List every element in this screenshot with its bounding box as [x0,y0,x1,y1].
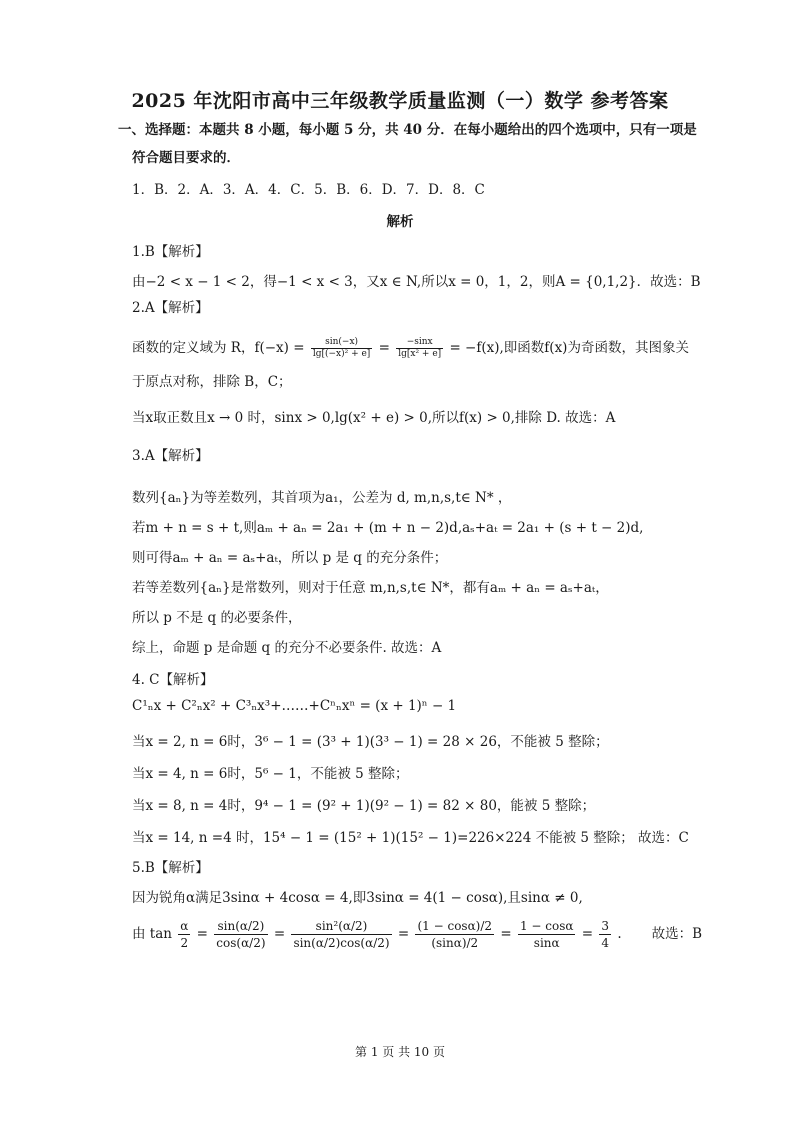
section1-heading-line2: 符合题目要求的． [132,150,240,166]
q2-line3: 当x取正数且x → 0 时，sinx > 0,lg(x² + e) > 0,所以f(x) > 0,排除 D. 故选：A [132,410,616,426]
q3-line5: 所以 p 不是 q 的必要条件， [132,610,302,626]
equals-sign: = [500,926,512,942]
q5-f3-num: sin²(α/2) [291,918,391,935]
q5-fraction-4 [415,918,494,951]
q5-fraction-2 [214,918,267,951]
q4-label: 4. C【解析】 [132,672,214,688]
q4-line2: 当x = 2, n = 6时，3⁶ − 1 = (3³ + 1)(3³ − 1) = 28 × 26，不能被 5 整除； [132,734,609,750]
q5-f4-num: (1 − cosα)/2 [417,919,493,933]
q4-line3: 当x = 4, n = 6时，5⁶ − 1，不能被 5 整除； [132,766,409,782]
q5-f5-den: sinα [533,936,560,950]
equals-sign: = [397,926,410,942]
q5-f1-den: 2 [180,936,189,950]
q2-frac2-den: lg[x² + e] [398,349,442,359]
answer-key: 1．B．2．A．3．A．4．C．5．B．6．D．7．D．8．C [132,182,485,198]
q4-line1: C¹ₙx + C²ₙx² + C³ₙx³+……+Cⁿₙxⁿ = (x + 1)ⁿ − 1 [132,698,457,714]
page-footer: 第 1 页 共 10 页 [355,1045,445,1059]
q2-frac2-num: −sinx [396,337,443,349]
q3-line1: 数列{aₙ}为等差数列，其首项为a₁，公差为 d, m,n,s,t∈ N* ， [132,490,512,506]
q2-fraction-1 [311,337,373,360]
q5-f6-num: 3 [601,919,610,933]
q4-line4: 当x = 8, n = 4时，9⁴ − 1 = (9² + 1)(9² − 1) = 82 × 80，能被 5 整除； [132,798,596,814]
q1-label: 1.B【解析】 [132,244,209,260]
q5-line2 [132,918,702,951]
equals-sign: = [273,926,286,942]
q2-fraction-2 [396,337,443,360]
equals-sign: = [581,926,594,942]
equals-sign: = [378,340,390,356]
q5-f6-den: 4 [601,936,610,950]
q5-fraction-5 [518,918,576,951]
q5-line1: 因为锐角α满足3sinα + 4cosα = 4,即3sinα = 4(1 − cosα),且sinα ≠ 0, [132,890,583,906]
q2-frac1-den: lg[(−x)² + e] [312,349,371,359]
q3-line6: 综上，命题 p 是命题 q 的充分不必要条件. 故选：A [132,640,442,656]
q3-line3: 则可得aₘ + aₙ = aₛ+aₜ，所以 p 是 q 的充分条件； [132,550,448,566]
q2-line2: 于原点对称，排除 B，C； [132,374,292,390]
q2-line1 [132,336,689,360]
q3-line2: 若m + n = s + t,则aₘ + aₙ = 2a₁ + (m + n − 2)d,aₛ+aₜ = 2a₁ + (s + t − 2)d, [132,520,644,536]
q2-line1-b: = −f(x),即函数f(x)为奇函数，其图象关 [449,340,689,356]
q1-text: 由−2 < x − 1 < 2，得−1 < x < 3，又x ∈ N,所以x = 0，1，2，则A = {0,1,2}．故选：B [132,274,701,290]
page-title: 2025 年沈阳市高中三年级教学质量监测（一）数学 参考答案 [131,90,669,112]
q5-f4-den: (sinα)/2 [431,936,479,950]
q2-label: 2.A【解析】 [132,300,209,316]
q2-frac1-num: sin(−x) [311,337,373,349]
q5-label: 5.B【解析】 [132,860,209,876]
section1-heading-line1: 一、选择题：本题共 8 小题，每小题 5 分，共 40 分．在每小题给出的四个选项中，只有一项是 [118,122,697,138]
q2-line1-a: 函数的定义域为 R，f(−x) = [132,340,305,356]
q5-f2-num: sin(α/2) [214,918,267,935]
q5-f5-num: 1 − cosα [519,919,574,933]
period: . [617,926,648,942]
q5-f3-den: sin(α/2)cos(α/2) [293,936,390,950]
tan-label: tan [149,926,172,942]
q5-fraction-3 [291,918,391,951]
q3-line4: 若等差数列{aₙ}是常数列，则对于任意 m,n,s,t∈ N*，都有aₘ + aₙ = aₛ+aₜ， [132,580,609,596]
q5-fraction-1 [178,918,190,951]
q3-label: 3.A【解析】 [132,448,209,464]
q5-prefix: 由 [132,926,146,942]
q5-f2-den: cos(α/2) [216,936,266,950]
q5-f1-num: α [180,919,189,933]
q5-fraction-6 [599,918,611,951]
analysis-heading: 解析 [386,214,414,230]
q5-choice: 故选：B [651,926,703,942]
q4-line5: 当x = 14, n =4 时，15⁴ − 1 = (15² + 1)(15² − 1)=226×224 不能被 5 整除； 故选：C [132,830,689,846]
equals-sign: = [196,926,208,942]
